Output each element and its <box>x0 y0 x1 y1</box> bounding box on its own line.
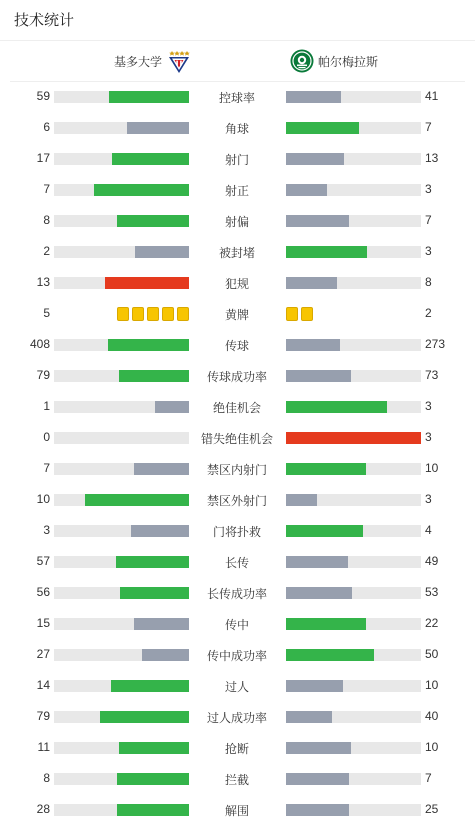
away-bar-fill <box>286 91 341 103</box>
away-value: 8 <box>425 275 432 289</box>
away-bar-fill <box>286 587 352 599</box>
home-value: 3 <box>43 523 50 537</box>
home-value: 8 <box>43 213 50 227</box>
away-bar-fill <box>286 711 332 723</box>
home-bar-fill <box>117 215 189 227</box>
stat-row <box>0 484 475 515</box>
home-value: 15 <box>36 616 50 630</box>
home-bar-fill <box>119 370 189 382</box>
home-bar-fill <box>117 804 189 816</box>
away-value: 41 <box>425 89 439 103</box>
stat-label: 过人 <box>224 680 249 694</box>
yellow-card-icon <box>177 307 189 321</box>
home-bar-fill <box>108 339 189 351</box>
stat-row <box>0 267 475 298</box>
home-value: 28 <box>36 802 50 816</box>
stat-label: 拦截 <box>224 773 249 787</box>
away-value: 53 <box>425 585 439 599</box>
stat-row <box>0 391 475 422</box>
home-bar-track <box>54 587 189 599</box>
away-bar-fill <box>286 277 337 289</box>
away-bar-track <box>286 246 421 258</box>
home-bar-track <box>54 432 189 444</box>
stat-row <box>0 763 475 794</box>
stat-label: 传球 <box>224 339 249 353</box>
stat-label: 禁区外射门 <box>206 494 267 508</box>
away-bar-fill <box>286 246 367 258</box>
stat-label: 射偏 <box>224 215 249 229</box>
away-bar-fill <box>286 649 374 661</box>
away-bar-fill <box>286 339 340 351</box>
home-team-crest-icon <box>168 48 190 74</box>
away-bar-track <box>286 618 421 630</box>
away-value: 273 <box>425 337 446 351</box>
home-bar-fill <box>117 773 189 785</box>
away-bar-track <box>286 742 421 754</box>
home-bar-fill <box>94 184 189 196</box>
stat-label: 传球成功率 <box>206 370 267 384</box>
stat-label: 控球率 <box>218 91 255 105</box>
away-value: 3 <box>425 399 432 413</box>
away-bar-fill <box>286 556 348 568</box>
home-bar-track <box>54 463 189 475</box>
away-bar-track <box>286 711 421 723</box>
home-value: 17 <box>36 151 50 165</box>
home-bar-track <box>54 215 189 227</box>
away-bar-fill <box>286 804 349 816</box>
stat-label: 长传成功率 <box>206 587 267 601</box>
away-value: 7 <box>425 213 432 227</box>
away-bar-fill <box>286 618 366 630</box>
home-bar-track <box>54 184 189 196</box>
yellow-card-icon <box>132 307 144 321</box>
home-yellow-cards <box>117 307 189 321</box>
home-team-name: 基多大学 <box>114 54 163 69</box>
home-bar-track <box>54 277 189 289</box>
away-bar-track <box>286 215 421 227</box>
away-value: 50 <box>425 647 439 661</box>
home-bar-track <box>54 711 189 723</box>
away-value: 10 <box>425 678 439 692</box>
home-bar-fill <box>155 401 189 413</box>
home-value: 6 <box>43 120 50 134</box>
stat-label: 解围 <box>224 804 249 818</box>
away-bar-track <box>286 804 421 816</box>
home-bar-track <box>54 525 189 537</box>
home-bar-fill <box>131 525 189 537</box>
home-value: 27 <box>36 647 50 661</box>
stat-row <box>0 81 475 112</box>
away-bar-track <box>286 773 421 785</box>
away-bar-track <box>286 370 421 382</box>
stat-label: 抢断 <box>224 742 249 756</box>
away-bar-track <box>286 587 421 599</box>
stat-label: 传中成功率 <box>206 649 267 663</box>
stat-row <box>0 143 475 174</box>
away-bar-track <box>286 339 421 351</box>
home-bar-fill <box>127 122 189 134</box>
stat-row <box>0 577 475 608</box>
away-bar-fill <box>286 184 327 196</box>
stat-row <box>0 701 475 732</box>
home-bar-track <box>54 742 189 754</box>
away-bar-track <box>286 463 421 475</box>
home-value: 5 <box>43 306 50 320</box>
away-value: 25 <box>425 802 439 816</box>
away-bar-track <box>286 153 421 165</box>
home-bar-track <box>54 494 189 506</box>
stat-label: 错失绝佳机会 <box>200 432 273 446</box>
away-bar-fill <box>286 525 363 537</box>
stat-row <box>0 794 475 825</box>
away-value: 40 <box>425 709 439 723</box>
home-team <box>114 48 190 74</box>
stat-row <box>0 360 475 391</box>
home-value: 7 <box>43 461 50 475</box>
stat-label: 长传 <box>224 556 249 570</box>
away-value: 73 <box>425 368 439 382</box>
away-bar-track <box>286 122 421 134</box>
stat-row <box>0 515 475 546</box>
home-bar-track <box>54 618 189 630</box>
home-bar-fill <box>142 649 189 661</box>
away-bar-fill <box>286 122 359 134</box>
away-bar-track <box>286 277 421 289</box>
away-bar-fill <box>286 494 317 506</box>
stat-label: 射门 <box>224 153 249 167</box>
away-bar-fill <box>286 370 351 382</box>
away-bar-track <box>286 432 421 444</box>
away-bar-fill <box>286 773 349 785</box>
away-value: 13 <box>425 151 439 165</box>
stat-label: 过人成功率 <box>206 711 267 725</box>
home-bar-fill <box>85 494 189 506</box>
stat-label: 传中 <box>224 618 249 632</box>
away-value: 10 <box>425 740 439 754</box>
away-value: 7 <box>425 771 432 785</box>
stat-row <box>0 174 475 205</box>
home-value: 79 <box>36 709 50 723</box>
home-value: 10 <box>36 492 50 506</box>
home-value: 59 <box>36 89 50 103</box>
away-value: 3 <box>425 430 432 444</box>
home-bar-track <box>54 246 189 258</box>
stat-row <box>0 236 475 267</box>
home-bar-fill <box>105 277 189 289</box>
home-bar-track <box>54 122 189 134</box>
stat-row <box>0 112 475 143</box>
away-bar-fill <box>286 153 344 165</box>
stat-row <box>0 205 475 236</box>
home-bar-fill <box>135 246 189 258</box>
stat-row <box>0 453 475 484</box>
page-title: 技术统计 <box>14 12 75 29</box>
away-value: 4 <box>425 523 432 537</box>
home-value: 79 <box>36 368 50 382</box>
home-bar-fill <box>112 153 189 165</box>
home-bar-track <box>54 680 189 692</box>
home-bar-track <box>54 649 189 661</box>
away-team-crest-icon <box>290 49 314 73</box>
away-bar-fill <box>286 432 421 444</box>
stat-row <box>0 732 475 763</box>
home-value: 56 <box>36 585 50 599</box>
home-value: 11 <box>37 740 50 754</box>
stat-row <box>0 329 475 360</box>
home-bar-fill <box>100 711 189 723</box>
home-value: 8 <box>43 771 50 785</box>
stat-label: 射正 <box>224 184 249 198</box>
yellow-card-icon <box>147 307 159 321</box>
home-value: 0 <box>43 430 50 444</box>
away-team <box>290 48 378 74</box>
home-bar-fill <box>111 680 189 692</box>
away-bar-track <box>286 556 421 568</box>
away-bar-track <box>286 525 421 537</box>
stat-label: 禁区内射门 <box>206 463 267 477</box>
away-bar-fill <box>286 463 366 475</box>
away-bar-track <box>286 649 421 661</box>
home-value: 408 <box>29 337 50 351</box>
away-bar-fill <box>286 215 349 227</box>
home-bar-track <box>54 401 189 413</box>
stat-row <box>0 422 475 453</box>
home-value: 1 <box>43 399 50 413</box>
yellow-card-icon <box>162 307 174 321</box>
away-team-name: 帕尔梅拉斯 <box>318 54 379 69</box>
stat-label: 门将扑救 <box>212 525 261 539</box>
stat-row <box>0 608 475 639</box>
home-bar-track <box>54 91 189 103</box>
home-bar-track <box>54 339 189 351</box>
away-value: 22 <box>425 616 439 630</box>
home-bar-track <box>54 773 189 785</box>
stat-row <box>0 298 475 329</box>
home-value: 14 <box>36 678 50 692</box>
away-value: 10 <box>425 461 439 475</box>
away-value: 7 <box>425 120 432 134</box>
away-bar-track <box>286 91 421 103</box>
away-bar-track <box>286 401 421 413</box>
home-bar-fill <box>109 91 189 103</box>
stat-label: 角球 <box>224 122 249 136</box>
away-bar-track <box>286 184 421 196</box>
home-value: 57 <box>36 554 50 568</box>
stat-label: 被封堵 <box>218 246 255 260</box>
home-bar-fill <box>120 587 189 599</box>
stat-label: 黄牌 <box>224 308 249 322</box>
stat-row <box>0 546 475 577</box>
away-value: 2 <box>425 306 432 320</box>
away-bar-track <box>286 680 421 692</box>
stat-label: 犯规 <box>224 277 249 291</box>
home-bar-fill <box>134 618 189 630</box>
away-yellow-cards <box>286 307 313 321</box>
away-value: 3 <box>425 492 432 506</box>
home-value: 2 <box>43 244 50 258</box>
stat-label: 绝佳机会 <box>212 401 261 415</box>
home-bar-fill <box>116 556 189 568</box>
yellow-card-icon <box>286 307 298 321</box>
away-bar-fill <box>286 401 387 413</box>
stat-row <box>0 639 475 670</box>
home-value: 7 <box>43 182 50 196</box>
away-bar-fill <box>286 742 351 754</box>
header-divider <box>0 40 475 41</box>
stat-row <box>0 670 475 701</box>
home-bar-fill <box>134 463 189 475</box>
home-bar-track <box>54 153 189 165</box>
away-value: 3 <box>425 182 432 196</box>
home-bar-fill <box>119 742 189 754</box>
home-bar-track <box>54 556 189 568</box>
away-bar-track <box>286 494 421 506</box>
home-bar-track <box>54 804 189 816</box>
home-bar-track <box>54 370 189 382</box>
away-value: 3 <box>425 244 432 258</box>
yellow-card-icon <box>301 307 313 321</box>
home-value: 13 <box>36 275 50 289</box>
yellow-card-icon <box>117 307 129 321</box>
away-value: 49 <box>425 554 439 568</box>
away-bar-fill <box>286 680 343 692</box>
